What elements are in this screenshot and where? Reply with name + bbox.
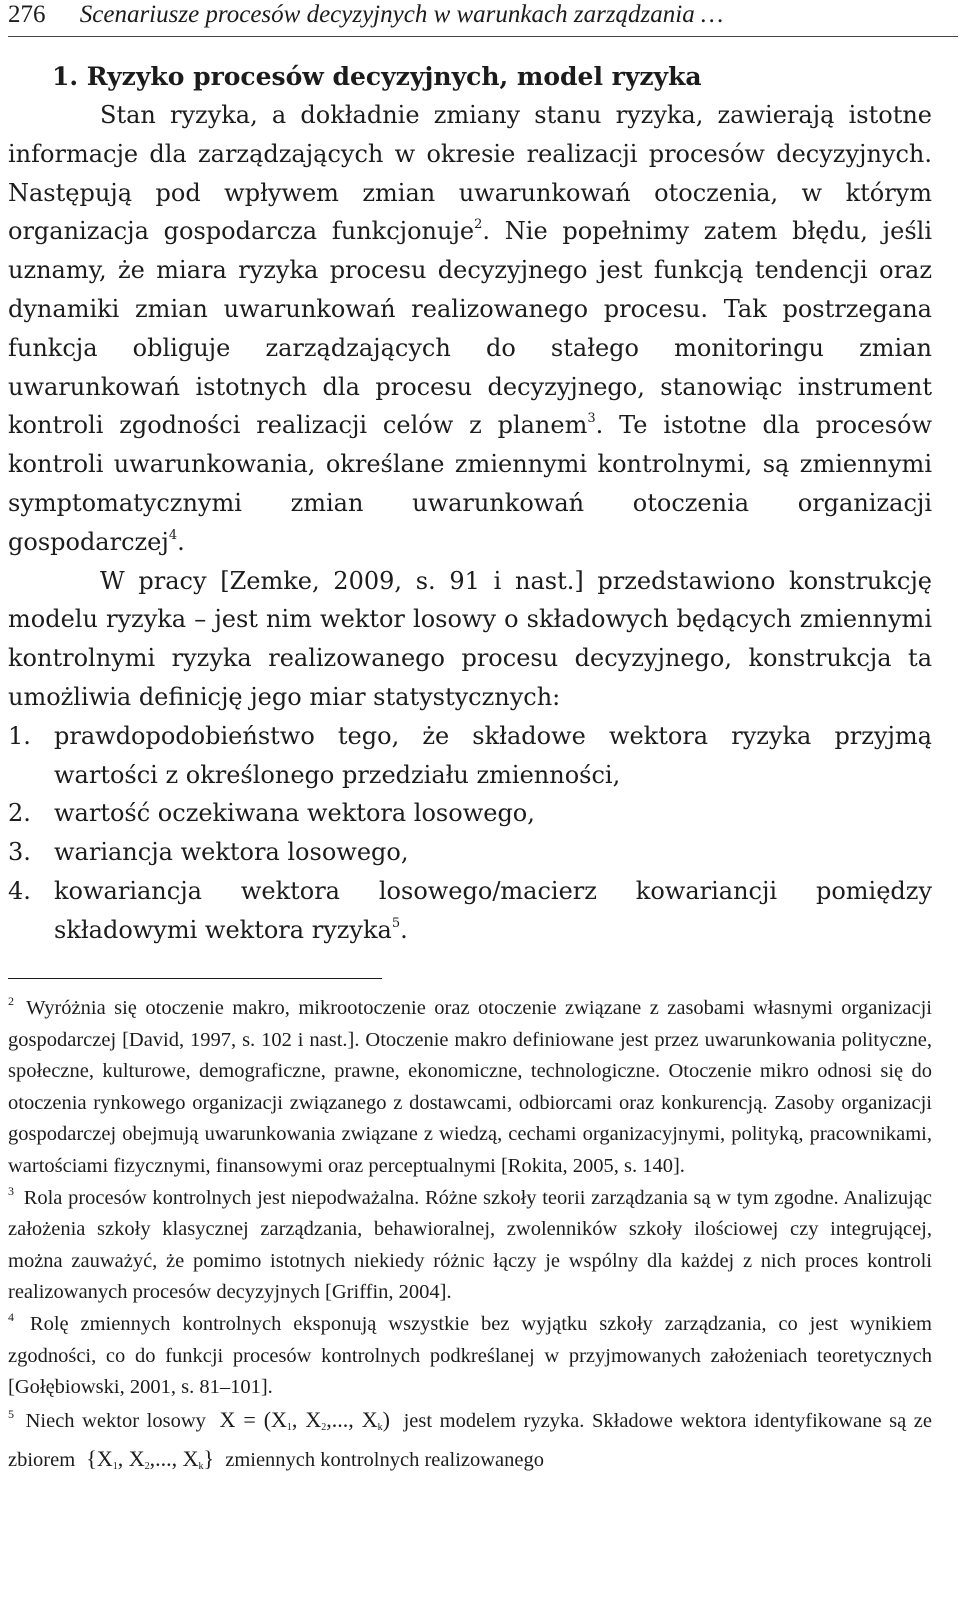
set-formula (86, 1446, 214, 1471)
list-item-number: 4. (8, 876, 31, 905)
list-item-end: . (400, 915, 408, 944)
footnote-text-b: jest modelem ryzyka. Składowe wektora identyfikowane są ze zbiorem (8, 1409, 933, 1472)
formula-part: {X (86, 1446, 113, 1472)
list-item (8, 794, 932, 833)
footnote-3 (8, 1183, 932, 1309)
list-item (8, 833, 932, 872)
formula-subscript: k (198, 1461, 204, 1473)
footnote-separator (8, 978, 382, 979)
list-item (8, 872, 932, 950)
formula-part: ) (382, 1406, 390, 1432)
list-item (8, 717, 932, 795)
paragraph-1-part-d: . (177, 527, 185, 556)
risk-measures-list (8, 717, 932, 950)
footnotes (8, 993, 932, 1483)
list-item-number: 1. (8, 721, 31, 750)
footnote-marker: 5 (8, 1406, 14, 1421)
formula-subscript: k (377, 1421, 383, 1433)
footnote-ref-5: 5 (391, 915, 401, 931)
formula-part: ,..., X (326, 1406, 378, 1432)
list-item-text: wariancja wektora losowego, (54, 838, 409, 867)
main-text (8, 58, 932, 950)
footnote-marker: 4 (8, 1309, 14, 1324)
formula-part: , X (291, 1406, 322, 1432)
random-vector-formula (219, 1407, 390, 1432)
formula-part: ,..., X (149, 1446, 199, 1472)
formula-subscript: 2 (144, 1461, 150, 1473)
running-header (8, 0, 958, 37)
footnote-text: Wyróżnia się otoczenie makro, mikrootoczenie oraz otoczenie związane z zasobami własnymi organizacji gospodarczej [David, 1997, s. 102 i nast.]. Otoczenie makro definiowane jest przez uwarunkowania polityczne, społeczne, kulturowe, demograficzne, prawne, ekonomiczne, technologiczne. Otoczenie mikro odnosi się do otoczenia rynkowego organizacji związanego z dostawcami, odbiorcami oraz konkurencją. Zasoby organizacji gospodarczej obejmują uwarunkowania związane z wiedzą, cechami organizacyjnymi, polityką, pracownikami, wartościami fizycznymi, finansowymi oraz perceptualnymi [Rokita, 2005, s. 140]. (8, 997, 932, 1177)
formula-subscript: 2 (321, 1421, 327, 1433)
running-title: Scenariusze procesów decyzyjnych w warunkach zarządzania … (79, 1, 724, 28)
list-item-text: kowariancja wektora losowego/macierz kowariancji pomiędzy składowymi wektora ryzyka (54, 876, 932, 944)
list-item-number: 3. (8, 838, 31, 867)
footnote-marker: 2 (8, 994, 14, 1008)
formula-part: , X (117, 1446, 145, 1472)
footnote-text: Rolę zmiennych kontrolnych eksponują wszystkie bez wyjątku szkoły zarządzania, co jest wynikiem zgodności, co do funkcji procesów kontrolnych podkreślanej w przyjmowanych założeniach teoretycznych [Gołębiowski, 2001, s. 81–101]. (8, 1312, 932, 1399)
footnote-4 (8, 1309, 932, 1404)
paragraph-1-part-c: . Te istotne dla procesów kontroli uwarunkowania, określane zmiennymi kontrolnymi, są zmiennymi symptomatycznymi zmian uwarunkowań otoczenia organizacji gospodarczej (8, 411, 932, 556)
formula-part: X = (X (219, 1406, 287, 1432)
formula-subscript: 1 (112, 1461, 118, 1473)
paragraph-1-part-b: . Nie popełnimy zatem błędu, jeśli uznamy, że miara ryzyka procesu decyzyjnego jest funkcją tendencji oraz dynamiki zmian uwarunkowań realizowanego procesu. Tak postrzegana funkcja obliguje zarządzających do stałego monitoringu zmian uwarunkowań istotnych dla procesu decyzyjnego, stanowiąc instrument kontroli zgodności realizacji celów z planem (8, 217, 932, 440)
list-item-number: 2. (8, 799, 31, 828)
formula-part: } (203, 1446, 215, 1472)
footnote-text-c: zmiennych kontrolnych realizowanego (225, 1449, 544, 1472)
section-heading: 1. Ryzyko procesów decyzyjnych, model ryzyka (52, 62, 702, 91)
footnote-ref-3: 3 (587, 411, 596, 427)
list-item-text: wartość oczekiwana wektora losowego, (54, 799, 535, 828)
footnote-marker: 3 (8, 1183, 14, 1198)
footnote-ref-2: 2 (474, 217, 483, 233)
footnote-text-a: Niech wektor losowy (25, 1409, 206, 1432)
footnote-2 (8, 993, 932, 1183)
list-item-text: prawdopodobieństwo tego, że składowe wektora ryzyka przyjmą wartości z określonego przedziału zmienności, (54, 721, 932, 789)
paragraph-2: W pracy [Zemke, 2009, s. 91 i nast.] przedstawiono konstrukcję modelu ryzyka – jest nim wektor losowy o składowych będących zmiennymi kontrolnymi ryzyka realizowanego procesu decyzyjnego, konstrukcja ta umożliwia definicję jego miar statystycznych: (8, 566, 932, 711)
footnote-5 (8, 1404, 932, 1483)
formula-subscript: 1 (286, 1421, 292, 1433)
footnote-text: Rola procesów kontrolnych jest niepodważalna. Różne szkoły teorii zarządzania są w tym zgodne. Analizując założenia szkoły klasycznej zarządzania, behawioralnej, zwolenników szkoły ilościowej czy integrującej, można zauważyć, że pomimo istotnych niekiedy różnic łączy je wspólny dla każdej z nich proces kontroli realizowanych procesów decyzyjnych [Griffin, 2004]. (8, 1186, 933, 1304)
paragraph-1-part-a: Stan ryzyka, a dokładnie zmiany stanu ryzyka, zawierają istotne informacje dla zarządzających w okresie realizacji procesów decyzyjnych. Następują pod wpływem zmian uwarunkowań otoczenia, w którym organizacja gospodarcza funkcjonuje (8, 101, 932, 246)
page-number: 276 (8, 1, 46, 28)
paragraph-1 (8, 96, 932, 562)
footnote-ref-4: 4 (168, 527, 178, 543)
